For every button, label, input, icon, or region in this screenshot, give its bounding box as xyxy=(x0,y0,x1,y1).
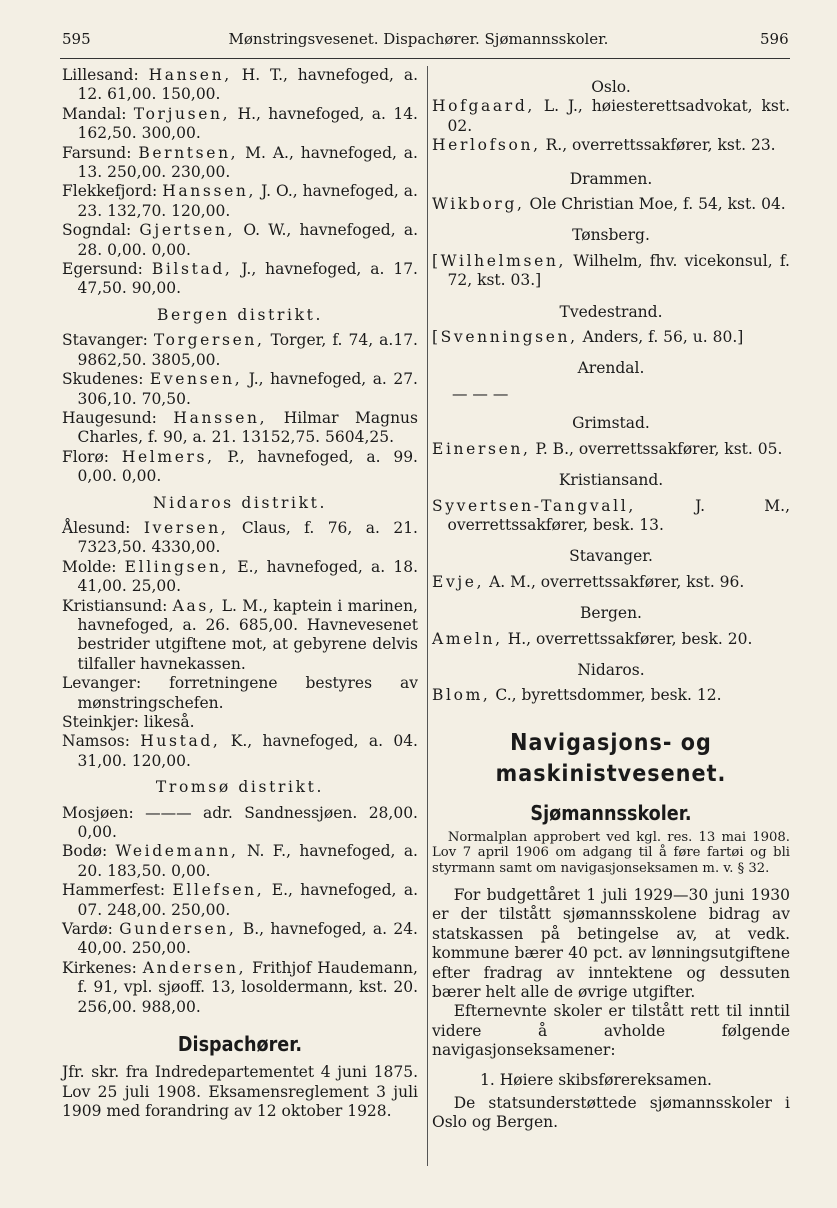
entry-details: Claus, f. 76, a. 21. 7323,50. 4330,00. xyxy=(77,518,418,557)
entry-name: Torjusen, xyxy=(133,104,231,123)
entry-bergen xyxy=(432,630,790,649)
entry-name: Gjertsen, xyxy=(139,221,236,240)
entry-name: Ellingsen, xyxy=(124,557,230,576)
entries-group-2 xyxy=(62,331,418,486)
list-item-1: 1. Høiere skibsførereksamen. xyxy=(480,1070,712,1089)
entries-group-4 xyxy=(62,804,418,1017)
arendal-dashes: — — — xyxy=(452,384,509,403)
entry xyxy=(62,66,418,105)
entry-details: J., havnefoged, a. 17. 47,50. 90,00. xyxy=(77,260,418,298)
entry-place: Hammerfest: xyxy=(62,881,166,900)
city-kristiansand: Kristiansand. xyxy=(558,471,664,490)
entry-details: L. M., kaptein i marinen, havnefoged, a. 26. 685,00. Havnevesenet bestrider utgiftene mot, at gebyrene delvis tilfaller havnekassen. xyxy=(77,596,418,673)
city-nidaros: Nidaros. xyxy=(577,660,645,679)
city-stavanger: Stavanger. xyxy=(569,547,653,566)
entry xyxy=(62,519,418,558)
header-rule xyxy=(60,58,790,59)
entry-place: Kirkenes: xyxy=(62,958,137,977)
entry xyxy=(432,97,790,136)
entry-details: H., overrettssakfører, besk. 20. xyxy=(507,629,753,648)
entry xyxy=(62,558,418,597)
entry xyxy=(62,448,418,487)
entry-stavanger xyxy=(432,573,790,592)
heading-dispachorer: Dispachører. xyxy=(177,1032,303,1057)
entry-name: Evje, xyxy=(432,572,485,591)
entry-place: Flekkefjord: xyxy=(62,182,158,201)
entry-name: Gundersen, xyxy=(119,920,237,939)
entry-name: Blom, xyxy=(432,686,491,705)
dispach-text: Jfr. skr. fra Indredepartementet 4 juni 1875. Lov 25 juli 1908. Eksamensreglement 3 juli 1909 med forandring av 12 oktober 1928. xyxy=(62,1063,418,1120)
entry-kristiansand xyxy=(432,497,790,536)
entry-place: Egersund: xyxy=(62,260,143,279)
entry xyxy=(432,136,790,155)
entry xyxy=(62,331,418,370)
entry-nidaros xyxy=(432,686,790,705)
entry-details: R., overrettssakfører, kst. 23. xyxy=(545,136,776,155)
entry-details: O. W., havnefoged, a. 28. 0,00. 0,00. xyxy=(77,221,418,259)
page-number-left: 595 xyxy=(62,30,91,48)
entry-details: E., havnefoged, a. 18. 41,00. 25,00. xyxy=(77,557,419,596)
entry xyxy=(62,804,418,843)
entry-place: Mosjøen: xyxy=(62,803,134,822)
city-drammen: Drammen. xyxy=(569,169,653,188)
entry-place: Bodø: xyxy=(62,842,108,861)
column-divider xyxy=(427,66,428,1166)
entry-name: Helmers, xyxy=(121,447,215,466)
entry xyxy=(62,842,418,881)
entry-details: Anders, f. 56, u. 80.] xyxy=(582,328,744,347)
entry-name: [Svenningsen, xyxy=(432,328,578,347)
entry-details: J. O., havnefoged, a. 23. 132,70. 120,00. xyxy=(77,182,418,220)
entry xyxy=(62,920,418,959)
entry-name: Herlofson, xyxy=(432,136,541,155)
entry-name: Hansen, xyxy=(148,66,232,84)
oslo-entries xyxy=(432,97,790,155)
heading-sjomannsskoler: Sjømannsskoler. xyxy=(530,800,692,825)
entry-name: Hanssen, xyxy=(173,408,268,427)
entry xyxy=(62,732,418,771)
entry-grimstad xyxy=(432,440,790,459)
normalplan-note: Normalplan approbert ved kgl. res. 13 mai 1908. Lov 7 april 1906 om adgang til å føre fartøi og bli styrmann samt om navigasjonseksamen m. v. § 32. xyxy=(432,829,790,876)
entry-details: P. B., overrettssakfører, kst. 05. xyxy=(535,439,783,458)
entry-place: Skudenes: xyxy=(62,370,144,389)
entry-name: Iversen, xyxy=(143,518,229,537)
entry-place: Levanger: xyxy=(62,674,142,693)
city-tonsberg: Tønsberg. xyxy=(572,226,650,245)
entry-details: A. M., overrettssakfører, kst. 96. xyxy=(489,572,745,591)
entry-details: L. J., høiesterettsadvokat, kst. 02. xyxy=(447,97,790,135)
entry-details: H., havnefoged, a. 14. 162,50. 300,00. xyxy=(77,104,418,143)
entry xyxy=(62,105,418,144)
entry-place: Steinkjer: xyxy=(62,713,139,731)
entry-name: Wikborg, xyxy=(432,195,525,214)
entry-details: Torger, f. 74, a.17. 9862,50. 3805,00. xyxy=(77,331,418,369)
entry xyxy=(62,260,418,299)
entry-name: Andersen, xyxy=(142,958,247,977)
paragraph-schools: Efternevnte skoler er tilstått rett til inntil videre å avholde følgende navigasjonseksamener: xyxy=(432,1002,790,1060)
entry-name: Bilstad, xyxy=(151,260,233,279)
city-tvedestrand: Tvedestrand. xyxy=(559,302,663,321)
entry-details: Wilhelm, fhv. vicekonsul, f. 72, kst. 03.] xyxy=(447,251,790,290)
entry-place: Sogndal: xyxy=(62,221,132,240)
entry-name: Berntsen, xyxy=(138,143,239,162)
city-bergen: Bergen. xyxy=(580,604,642,623)
entry xyxy=(62,713,418,732)
entry-name: Einersen, xyxy=(432,439,531,458)
entry-tvedestrand xyxy=(432,328,790,347)
entry-drammen xyxy=(432,195,790,214)
entry-name: Hanssen, xyxy=(162,182,257,201)
entry xyxy=(62,674,418,713)
city-oslo: Oslo. xyxy=(591,78,631,96)
district-heading-nidaros: Nidaros distrikt. xyxy=(152,493,328,512)
right-column xyxy=(432,66,790,1133)
entry-tonsberg xyxy=(432,252,790,291)
entry-details: C., byrettsdommer, besk. 12. xyxy=(495,686,722,705)
entry-place: Kristiansund: xyxy=(62,596,168,615)
entry-details: Ole Christian Moe, f. 54, kst. 04. xyxy=(529,195,786,214)
entry-name: [Wilhelmsen, xyxy=(432,251,567,270)
district-heading-tromso: Tromsø distrikt. xyxy=(155,778,325,797)
entry xyxy=(62,370,418,409)
entry-place: Farsund: xyxy=(62,143,132,162)
entry-name: Ellefsen, xyxy=(172,881,265,900)
entry xyxy=(62,221,418,260)
entry-details: E., havnefoged, a. 07. 248,00. 250,00. xyxy=(77,881,418,919)
entry-place: Stavanger: xyxy=(62,331,148,350)
entry-details: J. M., overrettssakfører, besk. 13. xyxy=(447,496,790,534)
entry-details: P., havnefoged, a. 99. 0,00. 0,00. xyxy=(77,447,418,486)
entry-details: M. A., havnefoged, a. 13. 250,00. 230,00. xyxy=(77,143,418,182)
entry-details: J., havnefoged, a. 27. 306,10. 70,50. xyxy=(77,370,418,408)
paragraph-budget: For budgettåret 1 juli 1929—30 juni 1930 er der tilstått sjømannsskolene bidrag av statskassen på betingelse av, at vedk. kommune bærer 40 pct. av lønningsutgiftene efter fradrag av inntektene og dessuten bærer helt alle de øvrige utgifter. xyxy=(432,885,790,1001)
entry-name: Torgersen, xyxy=(153,331,265,350)
entry-details: B., havnefoged, a. 24. 40,00. 250,00. xyxy=(77,920,418,958)
city-grimstad: Grimstad. xyxy=(572,414,650,433)
entry-details: Hilmar Magnus Charles, f. 90, a. 21. 13152,75. 5604,25. xyxy=(77,408,418,447)
entry xyxy=(62,182,418,221)
entry-name: Evensen, xyxy=(149,370,243,389)
entry-details: H. T., havnefoged, a. 12. 61,00. 150,00. xyxy=(77,66,418,104)
entry-details: forretningene bestyres av mønstringschefen. xyxy=(77,674,418,712)
district-heading-bergen: Bergen distrikt. xyxy=(156,305,324,324)
entry-place: Lillesand: xyxy=(62,66,139,84)
paragraph-state-schools: De statsunderstøttede sjømannsskoler i Oslo og Bergen. xyxy=(432,1094,790,1132)
heading-navigasjons: Navigasjons- og maskinistvesenet. xyxy=(495,729,727,787)
entries-group-1 xyxy=(62,66,418,299)
entry-place: Mandal: xyxy=(62,104,127,123)
city-arendal: Arendal. xyxy=(577,359,645,378)
entry xyxy=(62,881,418,920)
entry-details: likeså. xyxy=(143,713,195,731)
entry-name: Hofgaard, xyxy=(432,97,535,116)
entry-place: Ålesund: xyxy=(62,518,131,537)
entry-details: K., havnefoged, a. 04. 31,00. 120,00. xyxy=(77,732,418,770)
entry-details: Frithjof Haudemann, f. 91, vpl. sjøoff. 13, losoldermann, kst. 20. 256,00. 988,00. xyxy=(77,958,418,1016)
entry-name: Ameln, xyxy=(432,629,503,648)
entry-place: Florø: xyxy=(62,447,110,466)
left-column xyxy=(62,66,418,1121)
entry-place: Vardø: xyxy=(62,920,113,939)
entry xyxy=(62,959,418,1017)
entry-name: Syvertsen-Tangvall, xyxy=(432,496,636,515)
entry-name: Hustad, xyxy=(140,732,221,751)
entry-place: Molde: xyxy=(62,557,117,576)
entry-place: Haugesund: xyxy=(62,408,157,427)
entry-name: Aas, xyxy=(172,596,217,615)
entry xyxy=(62,597,418,675)
entry-name: Weidemann, xyxy=(115,842,239,861)
page-number-right: 596 xyxy=(760,30,789,48)
entries-group-3 xyxy=(62,519,418,771)
entry-details: ——— adr. Sandnessjøen. 28,00. 0,00. xyxy=(77,803,418,842)
entry xyxy=(62,409,418,448)
entry-details: N. F., havnefoged, a. 20. 183,50. 0,00. xyxy=(77,842,418,880)
entry-place: Namsos: xyxy=(62,732,130,751)
entry xyxy=(62,144,418,183)
running-header: Mønstringsvesenet. Dispachører. Sjømannsskoler. xyxy=(228,30,609,48)
